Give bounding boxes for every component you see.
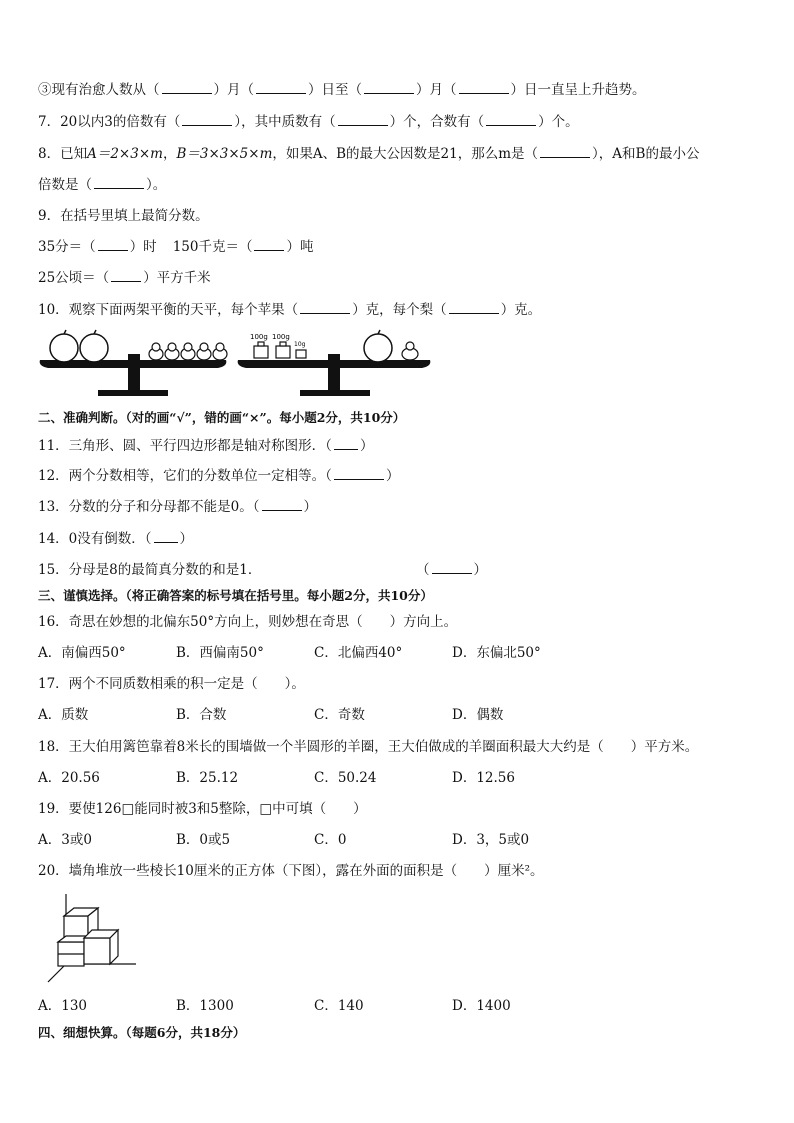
answer-blank[interactable] xyxy=(111,268,141,282)
option-c[interactable]: C．0 xyxy=(314,832,347,848)
question-13: 13．分数的分子和分母都不能是0。（ ） xyxy=(38,499,318,515)
answer-blank[interactable] xyxy=(254,237,284,251)
answer-blank[interactable] xyxy=(432,560,472,574)
option-a[interactable]: A．南偏西50° xyxy=(38,645,126,661)
weight-icon xyxy=(276,346,290,358)
option-c[interactable]: C．奇数 xyxy=(314,707,365,723)
answer-blank[interactable] xyxy=(154,529,178,543)
option-a[interactable]: A．质数 xyxy=(38,707,89,723)
question-18: 18．王大伯用篱笆靠着8米长的围墙做一个半圆形的羊圈，王大伯做成的羊圈面积最大大约是（ ）平方米。 xyxy=(38,739,699,755)
cube-stack-figure xyxy=(44,892,144,984)
section-3-heading: 三、谨慎选择。（将正确答案的标号填在括号里。每小题2分，共10分） xyxy=(38,588,433,603)
option-b[interactable]: B．西偏南50° xyxy=(176,645,264,661)
option-d[interactable]: D．偶数 xyxy=(452,707,504,723)
answer-blank[interactable] xyxy=(300,300,350,314)
answer-blank[interactable] xyxy=(256,80,306,94)
question-9-row1: 35分＝（ ）时 150千克＝（ ）吨 xyxy=(38,239,314,255)
answer-blank[interactable] xyxy=(162,80,212,94)
answer-blank[interactable] xyxy=(334,466,384,480)
option-b[interactable]: B．合数 xyxy=(176,707,227,723)
answer-blank[interactable] xyxy=(262,497,302,511)
question-15: 15．分母是8的最简真分数的和是1． xyxy=(38,562,262,578)
option-b[interactable]: B．0或5 xyxy=(176,832,231,848)
option-d[interactable]: D．12.56 xyxy=(452,770,515,786)
section-4-heading: 四、细想快算。（每题6分，共18分） xyxy=(38,1025,246,1040)
answer-blank[interactable] xyxy=(486,112,536,126)
balance-scales-figure xyxy=(38,328,438,400)
question-7: 7．20以内3的倍数有（ ），其中质数有（ ）个，合数有（ ）个。 xyxy=(38,114,579,130)
balance-scale-right xyxy=(238,330,431,396)
apple-icon xyxy=(50,334,78,362)
option-b[interactable]: B．25.12 xyxy=(176,770,239,786)
answer-blank[interactable] xyxy=(459,80,509,94)
cube xyxy=(84,938,110,964)
q6-part3-line: ③现有治愈人数从（ ）月（ ）日至（ ）月（ ）日一直呈上升趋势。 xyxy=(38,82,646,98)
question-17: 17．两个不同质数相乘的积一定是（ ）。 xyxy=(38,676,305,692)
option-b[interactable]: B．1300 xyxy=(176,998,234,1014)
svg-text:100g: 100g xyxy=(272,333,290,341)
answer-blank[interactable] xyxy=(182,112,232,126)
question-19: 19．要使126□能同时被3和5整除，□中可填（ ） xyxy=(38,801,367,817)
question-10: 10．观察下面两架平衡的天平，每个苹果（ ）克，每个梨（ ）克。 xyxy=(38,302,542,318)
svg-text:10g: 10g xyxy=(294,341,306,348)
question-12: 12．两个分数相等，它们的分数单位一定相等。（ ） xyxy=(38,468,400,484)
weight-icon xyxy=(296,350,306,358)
answer-blank[interactable] xyxy=(540,144,590,158)
question-9-row2: 25公顷＝（ ）平方千米 xyxy=(38,270,211,286)
option-a[interactable]: A．3或0 xyxy=(38,832,92,848)
section-2-heading: 二、准确判断。（对的画“√”，错的画“×”。每小题2分，共10分） xyxy=(38,410,406,425)
question-8-line2: 倍数是（ ）。 xyxy=(38,177,167,193)
weight-icon xyxy=(254,346,268,358)
balance-scale-left xyxy=(40,330,227,396)
question-16: 16．奇思在妙想的北偏东50°方向上，则妙想在奇思（ ）方向上。 xyxy=(38,614,458,630)
question-14: 14．0没有倒数．（ ） xyxy=(38,531,194,547)
option-c[interactable]: C．140 xyxy=(314,998,364,1014)
question-8-line1: 8．已知A＝2×3×m，B＝3×3×5×m，如果A、B的最大公因数是21，那么m是（ ），A和B的最小公 xyxy=(38,146,700,162)
option-a[interactable]: A．20.56 xyxy=(38,770,100,786)
option-c[interactable]: C．50.24 xyxy=(314,770,377,786)
cube xyxy=(64,916,88,938)
svg-text:100g: 100g xyxy=(250,333,268,341)
expression-a: A＝2×3×m xyxy=(87,146,163,162)
question-9: 9．在括号里填上最简分数。 xyxy=(38,208,209,224)
answer-blank[interactable] xyxy=(94,175,144,189)
answer-blank[interactable] xyxy=(98,237,128,251)
option-d[interactable]: D．1400 xyxy=(452,998,511,1014)
q6-text-pre: ③现有治愈人数从（ xyxy=(38,82,160,98)
expression-b: B＝3×3×5×m xyxy=(176,146,273,162)
question-20: 20．墙角堆放一些棱长10厘米的正方体（下图），露在外面的面积是（ ）厘米²。 xyxy=(38,863,544,879)
option-d[interactable]: D．3，5或0 xyxy=(452,832,530,848)
question-15-blank: （ ） xyxy=(416,562,487,578)
option-d[interactable]: D．东偏北50° xyxy=(452,645,541,661)
option-a[interactable]: A．130 xyxy=(38,998,88,1014)
apple-icon xyxy=(80,334,108,362)
apple-icon xyxy=(364,334,392,362)
option-c[interactable]: C．北偏西40° xyxy=(314,645,403,661)
answer-blank[interactable] xyxy=(364,80,414,94)
answer-blank[interactable] xyxy=(449,300,499,314)
answer-blank[interactable] xyxy=(334,436,358,450)
answer-blank[interactable] xyxy=(338,112,388,126)
question-11: 11．三角形、圆、平行四边形都是轴对称图形．（ ） xyxy=(38,438,374,454)
